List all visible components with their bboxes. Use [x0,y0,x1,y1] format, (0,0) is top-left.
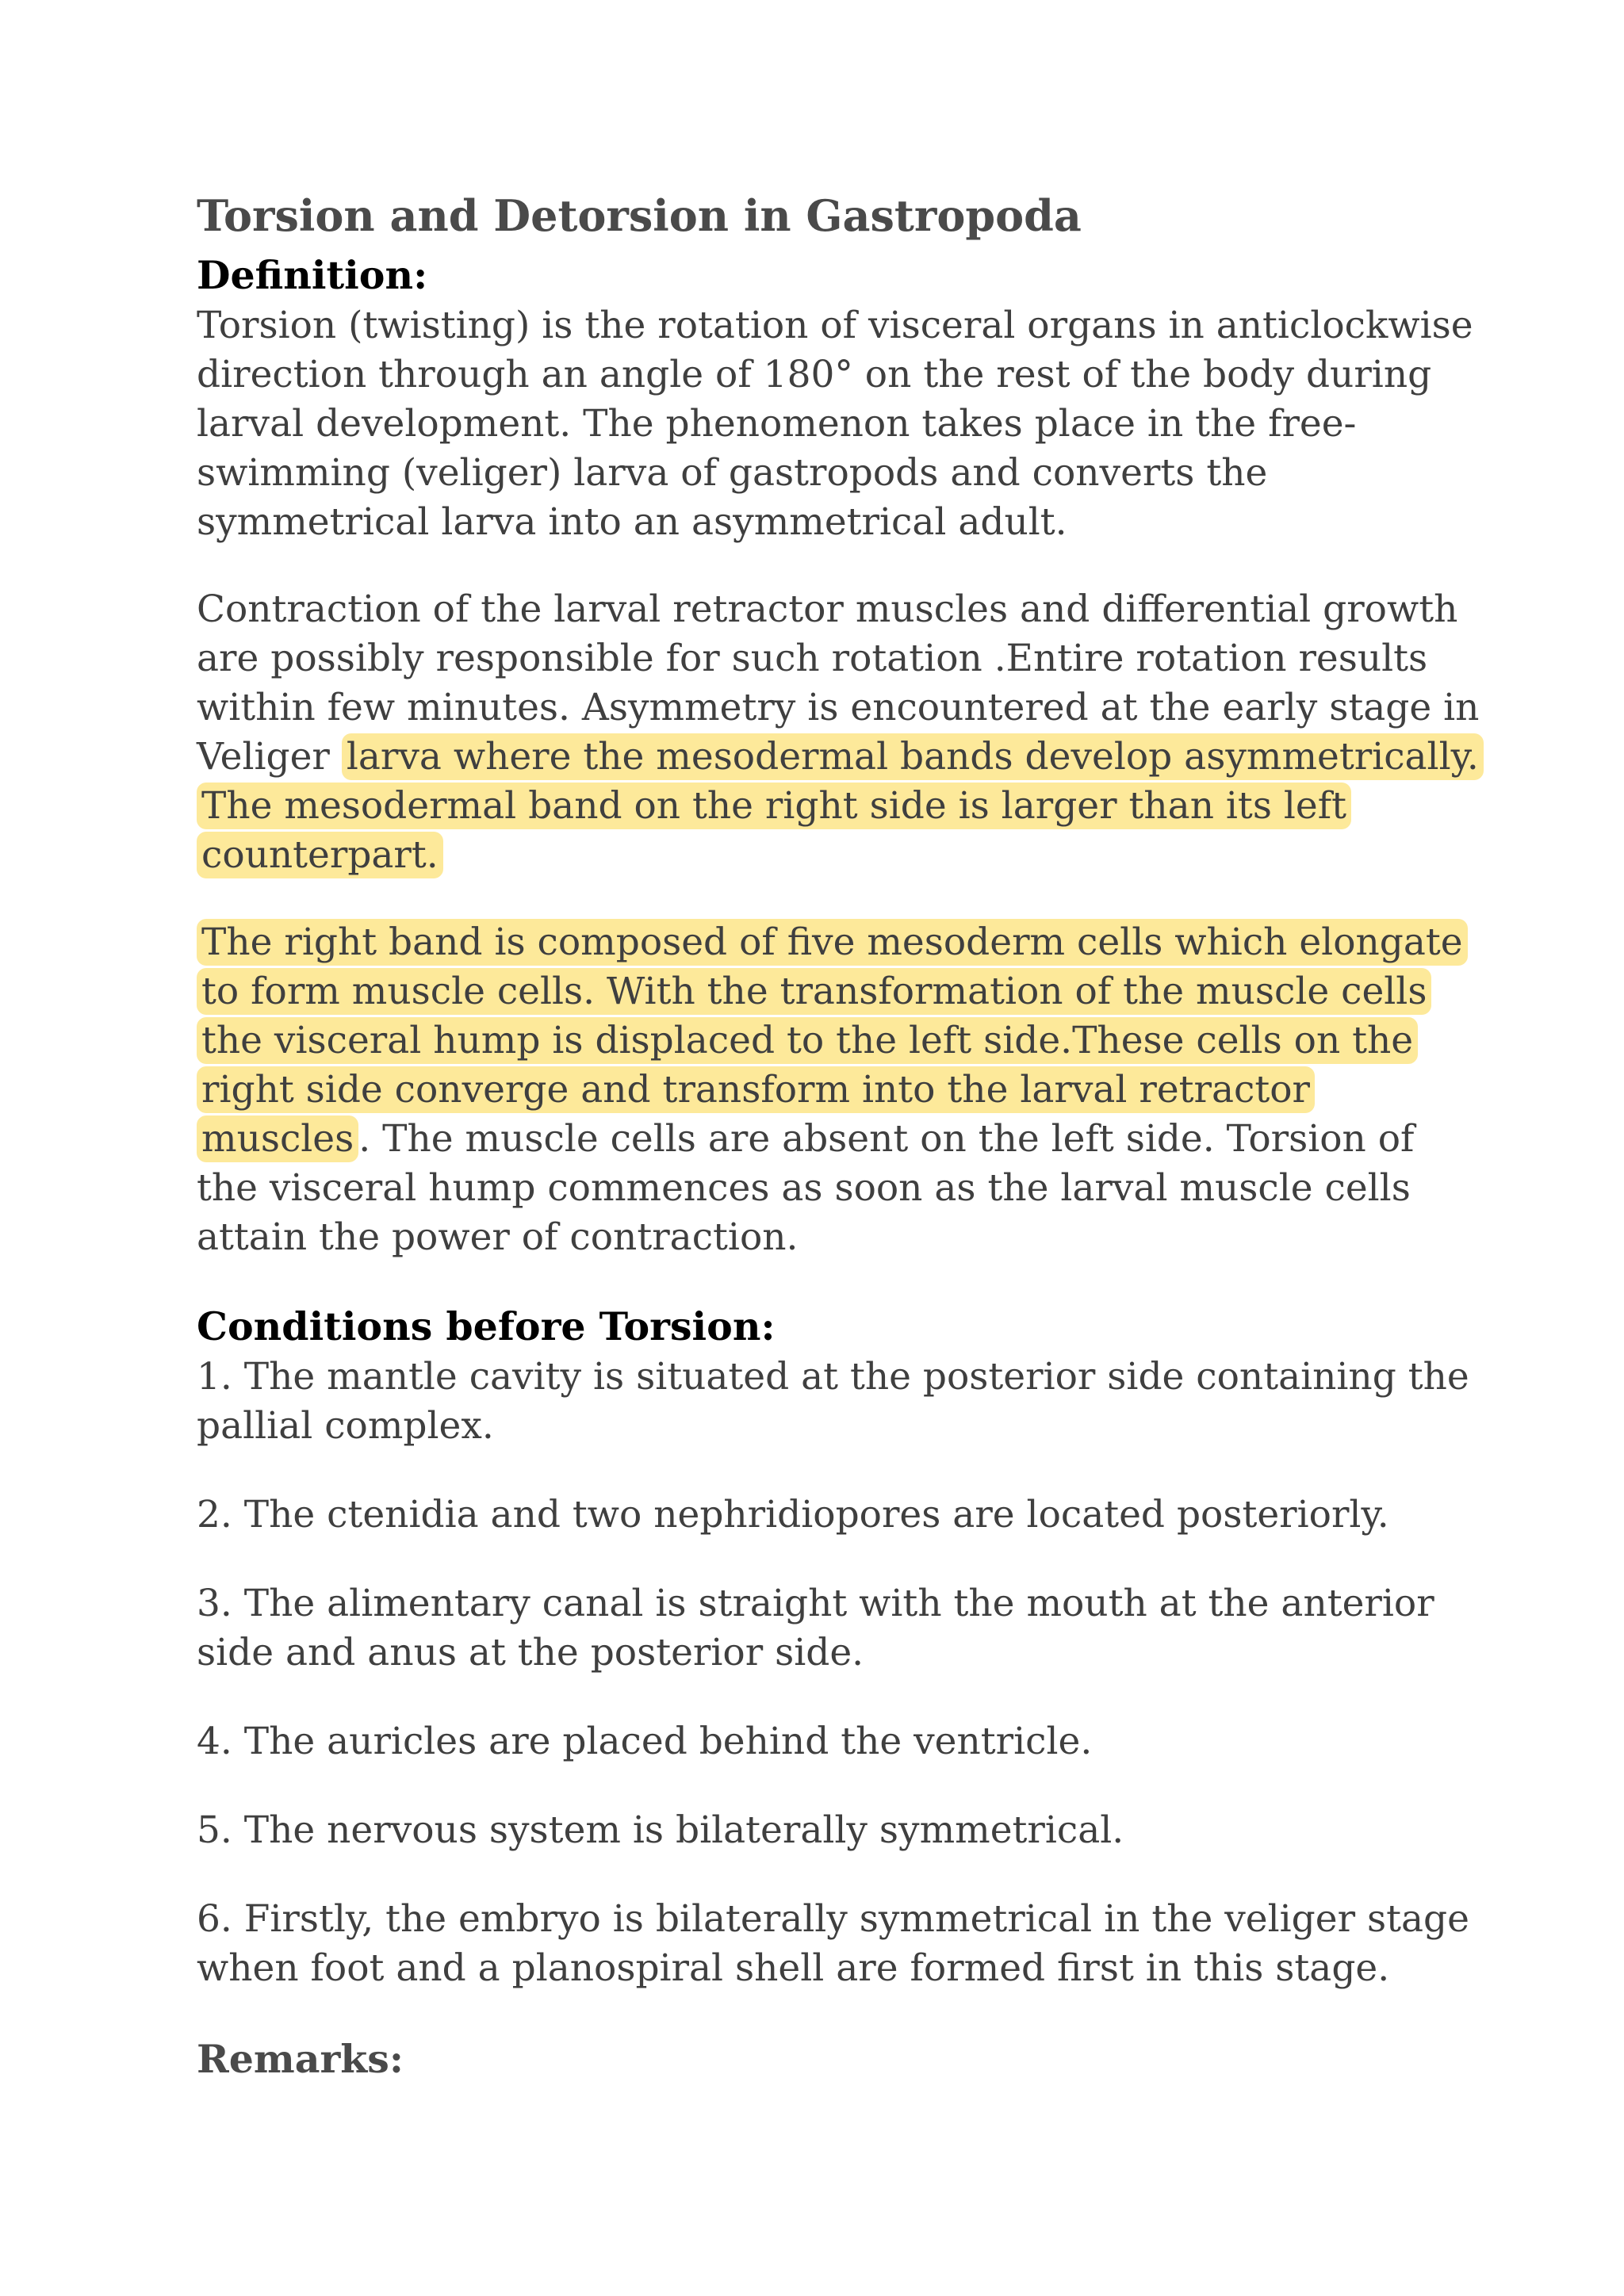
paragraph-3-plain-text: . The muscle cells are absent on the left side. Torsion of the visceral hump commences as soon as the larval muscle cells attain the power of contraction. [197,1117,1415,1259]
definition-paragraph-2 [197,585,1481,880]
remarks-heading: Remarks: [197,2036,404,2082]
definition-heading: Definition: [197,252,428,298]
definition-paragraph-1: Torsion (twisting) is the rotation of visceral organs in anticlockwise direction through an angle of 180° on the rest of the body during larval development. The phenomenon takes place in the free-swimming (veliger) larva of gastropods and converts the symmetrical larva into an asymmetrical adult. [197,304,1473,544]
highlighted-text: The right band is composed of five mesoderm cells which elongate to form muscle cells. With the transformation of the muscle cells the visceral hump is displaced to the left side.These cells on the right side converge and transform into the larval retractor muscles [197,919,1468,1162]
condition-item: 3. The alimentary canal is straight with the mouth at the anterior side and anus at the posterior side. [197,1582,1434,1674]
document-page [197,187,1481,2085]
condition-item: 2. The ctenidia and two nephridiopores are located posteriorly. [197,1493,1389,1536]
condition-item: 1. The mantle cavity is situated at the posterior side containing the pallial complex. [197,1355,1469,1448]
condition-item: 4. The auricles are placed behind the ventricle. [197,1720,1093,1763]
definition-paragraph-3 [197,918,1481,1262]
condition-item: 5. The nervous system is bilaterally symmetrical. [197,1808,1124,1852]
paragraph-2-plain-text: Contraction of the larval retractor muscles and differential growth are possibly responsible for such rotation .Entire rotation results within few minutes. Asymmetry is encountered at the early stage in Veliger [197,587,1480,779]
document-title: Torsion and Detorsion in Gastropoda [197,190,1082,241]
condition-item: 6. Firstly, the embryo is bilaterally symmetrical in the veliger stage when foot and a planospiral shell are formed first in this stage. [197,1897,1469,1990]
conditions-heading: Conditions before Torsion: [197,1303,776,1349]
highlighted-text: larva where the mesodermal bands develop asymmetrically. The mesodermal band on the right side is larger than its left counterpart. [197,733,1484,878]
